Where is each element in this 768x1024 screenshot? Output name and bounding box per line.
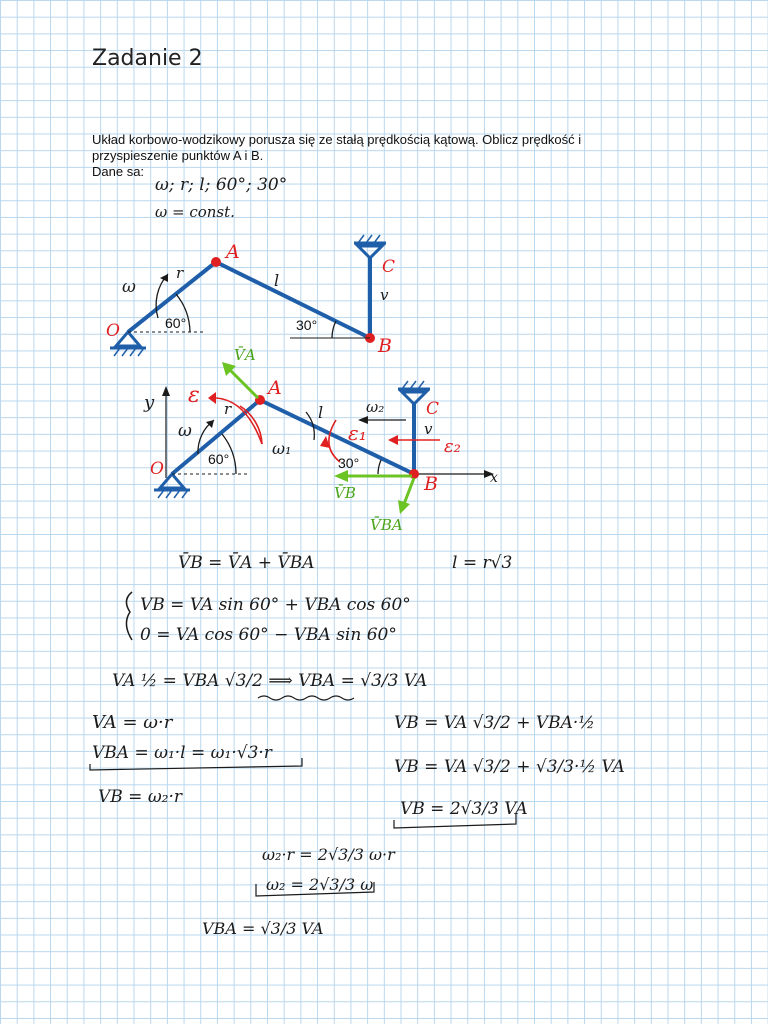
label-v: v xyxy=(380,286,389,304)
eq-omega2-result: ω₂ = 2√3/3 ω xyxy=(266,875,374,894)
label-epsilon: ε xyxy=(188,383,200,408)
connecting-rod-ab-2 xyxy=(260,400,414,474)
label-r-2: r xyxy=(224,400,232,418)
label-vb: V̄B xyxy=(334,484,356,502)
label-va: V̄A xyxy=(234,346,256,364)
eq-vector: V̄B = V̄A + V̄BA xyxy=(178,553,315,573)
axis-y-label: y xyxy=(144,392,155,413)
page-title: Zadanie 2 xyxy=(92,46,203,71)
label-l-2: l xyxy=(318,403,324,422)
label-r: r xyxy=(176,264,184,282)
label-o: O xyxy=(106,321,120,341)
eq-omega2-1: ω₂·r = 2√3/3 ω·r xyxy=(262,845,395,864)
eq-system-1: VB = VA sin 60° + VBA cos 60° xyxy=(140,595,411,615)
label-epsilon-1: ε₁ xyxy=(348,421,367,445)
label-b-2: B xyxy=(424,473,438,495)
label-angle-30: 30° xyxy=(296,317,318,333)
task-statement: Układ korbowo-wodzikowy porusza się ze stałą prędkością kątową. Oblicz prędkość i przyspieszenie punktów A i B. xyxy=(92,132,582,163)
label-epsilon-2: ε₂ xyxy=(444,436,461,457)
axis-x-label: x xyxy=(490,470,498,486)
label-vba: V̄BA xyxy=(370,516,403,534)
label-b: B xyxy=(378,335,392,357)
label-omega: ω xyxy=(122,277,136,297)
label-omega-1: ω₁ xyxy=(272,439,292,458)
mechanism-diagram-2 xyxy=(143,346,498,534)
given-values: ω; r; l; 60°; 30° xyxy=(155,175,288,195)
velocity-va-arrow xyxy=(230,370,258,398)
velocity-vba-arrow xyxy=(404,478,414,504)
omega-const: ω = const. xyxy=(155,203,235,221)
eq-derive-1: VA ½ = VBA √3/2 ⟹ VBA = √3/3 VA xyxy=(112,671,428,691)
mechanism-diagram-1 xyxy=(106,235,395,357)
point-a-marker xyxy=(211,257,221,267)
label-omega-2-slider: ω₂ xyxy=(366,398,385,416)
eq-vb-1: VB = VA √3/2 + VBA·½ xyxy=(394,713,595,733)
label-angle-30-2: 30° xyxy=(338,455,360,471)
label-l: l xyxy=(274,271,280,290)
label-angle-60-2: 60° xyxy=(208,451,230,467)
ground-support-c xyxy=(354,235,386,258)
eq-l-relation: l = r√3 xyxy=(452,553,513,573)
label-a: A xyxy=(226,241,240,263)
eq-vb-omega: VB = ω₂·r xyxy=(98,787,183,807)
label-o-2: O xyxy=(150,459,164,479)
eq-vba: VBA = ω₁·l = ω₁·√3·r xyxy=(92,743,272,763)
eq-va: VA = ω·r xyxy=(92,712,173,733)
eq-vb-2: VB = VA √3/2 + √3/3·½ VA xyxy=(394,757,625,777)
label-c: C xyxy=(382,257,396,277)
label-c-2: C xyxy=(426,399,440,419)
label-angle-60: 60° xyxy=(165,315,187,331)
eq-vba-final: VBA = √3/3 VA xyxy=(202,919,324,938)
label-a-2: A xyxy=(268,377,282,399)
connecting-rod-ab xyxy=(216,262,370,338)
label-v-2: v xyxy=(424,420,433,438)
eq-vb-result: VB = 2√3/3 VA xyxy=(400,799,528,819)
eq-system-2: 0 = VA cos 60° − VBA sin 60° xyxy=(140,625,397,645)
label-omega-2: ω xyxy=(178,421,192,441)
given-label: Dane sa: xyxy=(92,164,145,179)
system-brace xyxy=(126,592,132,640)
